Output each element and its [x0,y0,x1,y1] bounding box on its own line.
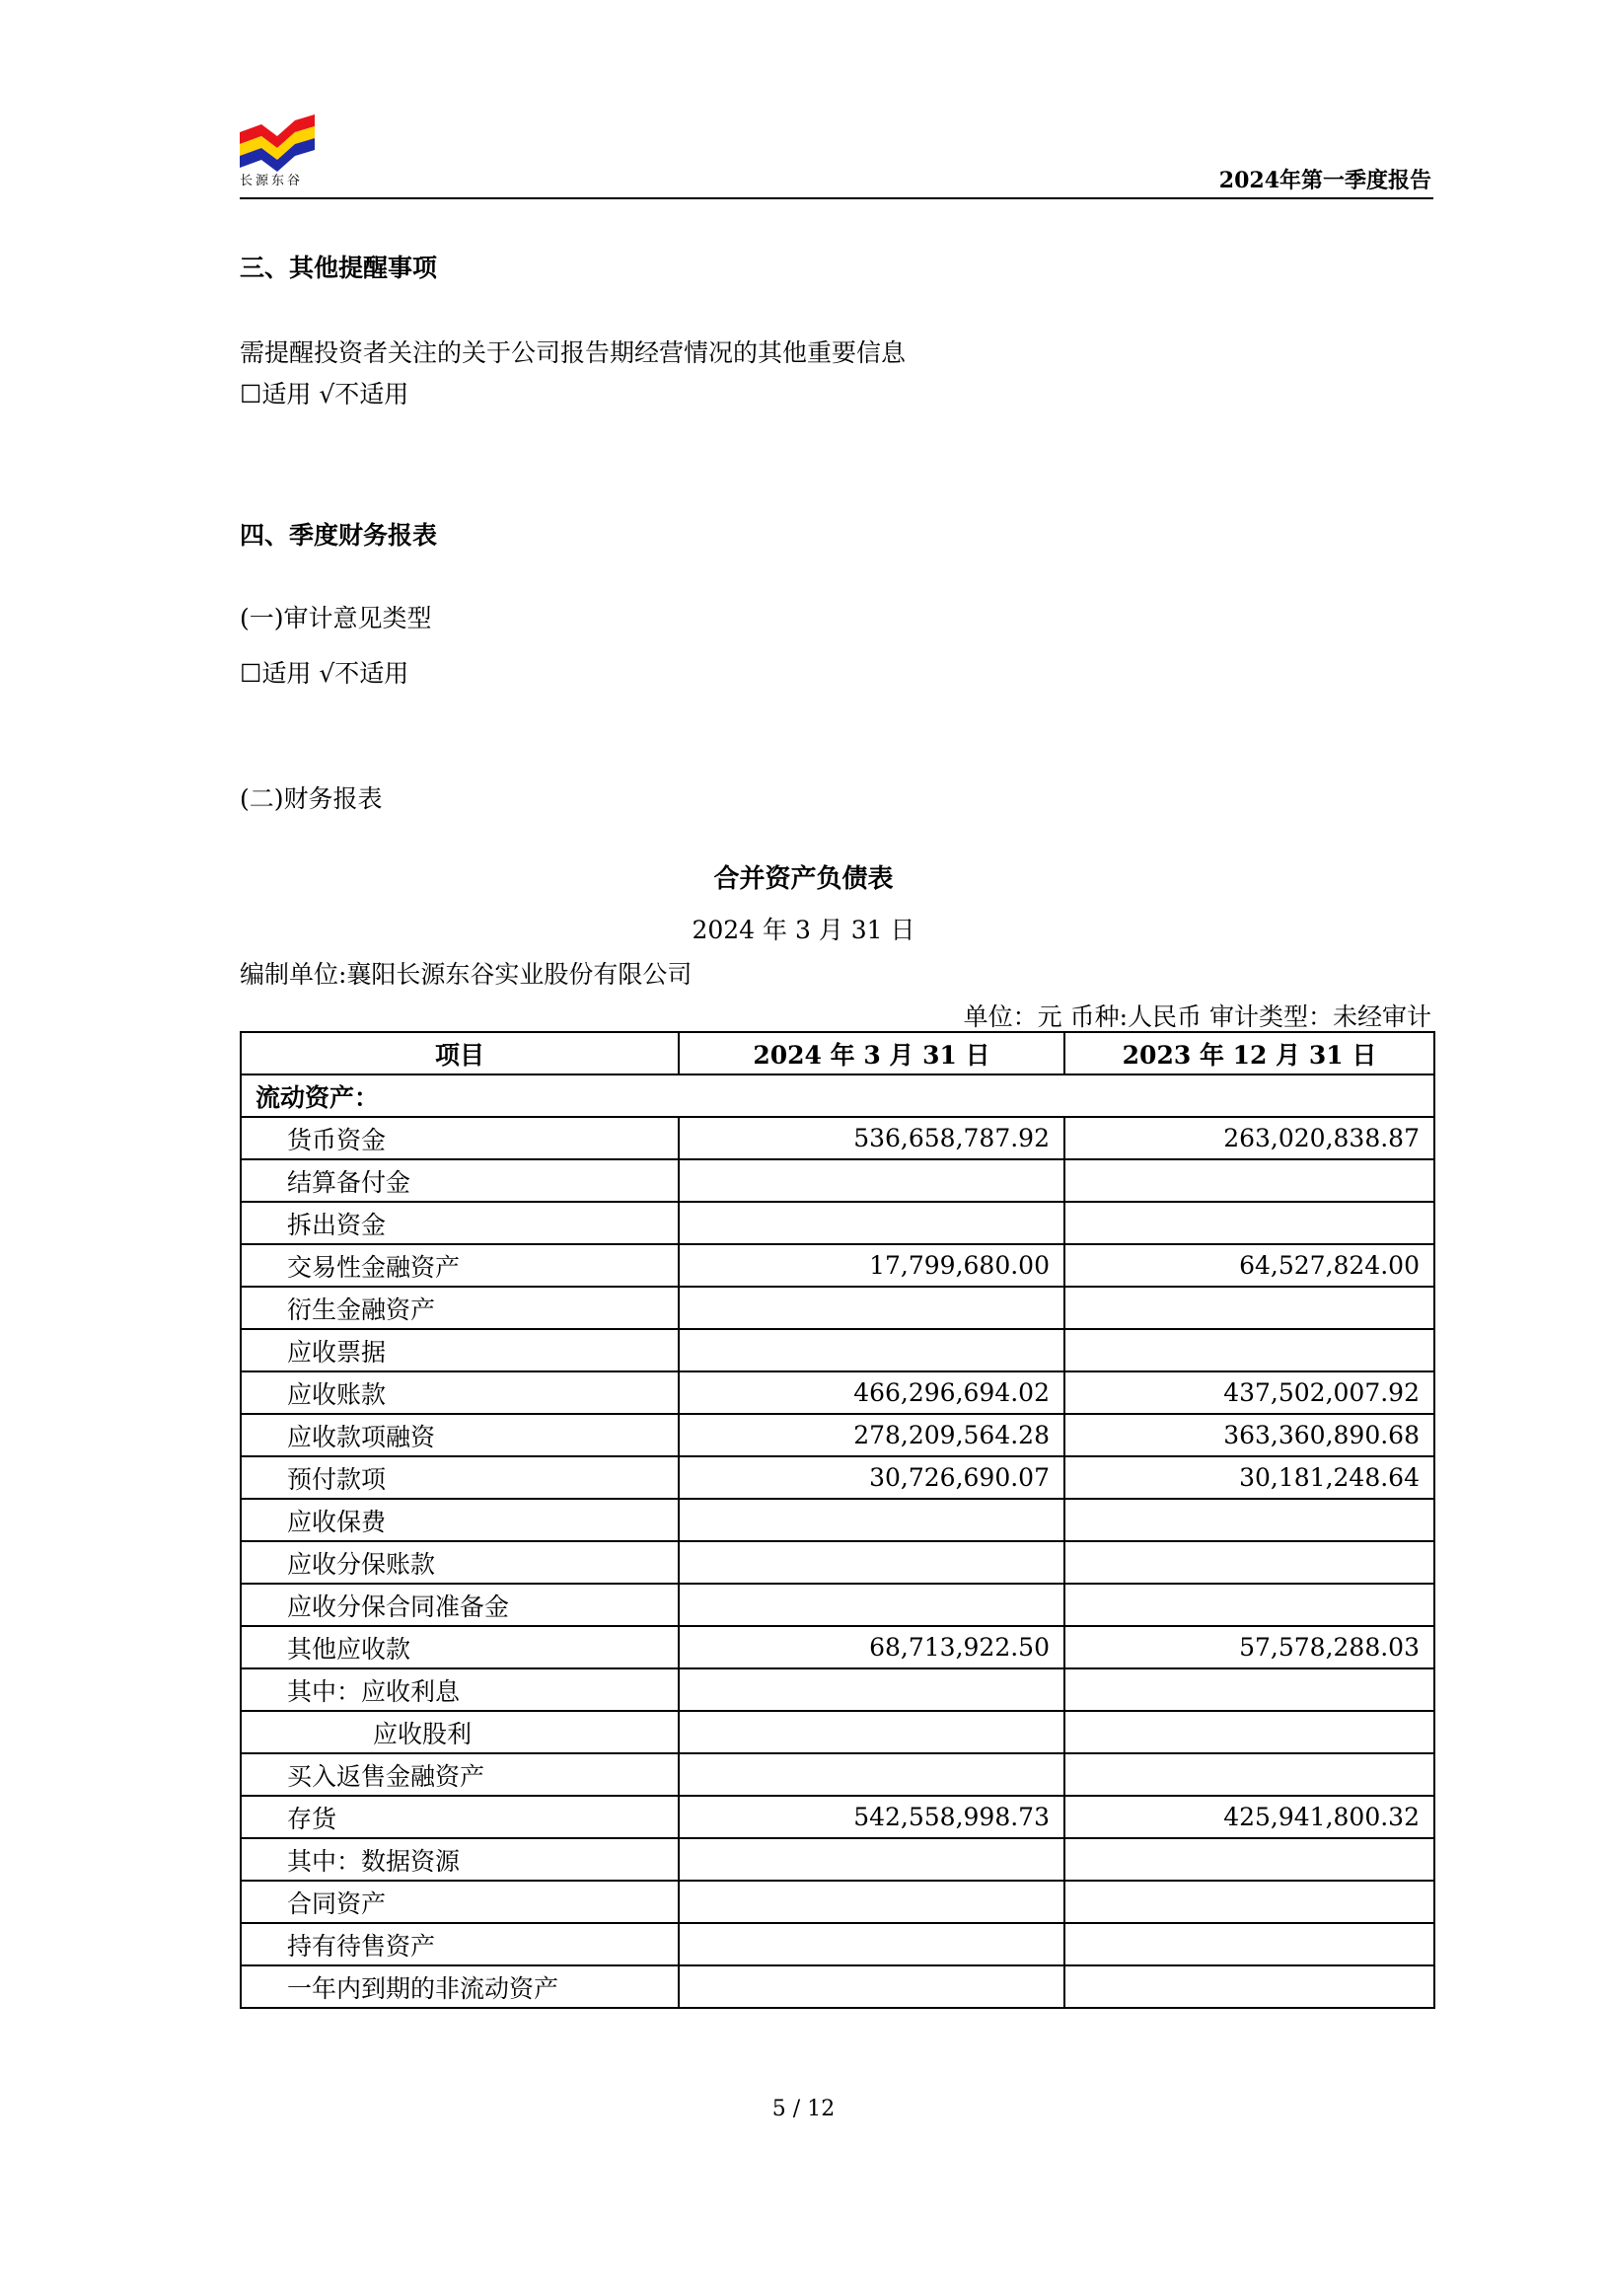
row-label: 预付款项 [241,1456,679,1499]
value-2024: 278,209,564.28 [679,1414,1064,1456]
row-label: 应收分保合同准备金 [241,1584,679,1626]
row-label: 应收账款 [241,1371,679,1414]
subheading-audit-opinion: (一)审计意见类型 [240,604,432,632]
table-row [241,1287,1434,1329]
value-2023: 64,527,824.00 [1064,1244,1434,1287]
value-2024: 466,296,694.02 [679,1371,1064,1414]
table-title: 合并资产负债表 [713,864,894,894]
table-row [241,1244,1434,1287]
value-2024 [679,1202,1064,1244]
table-row [241,1881,1434,1923]
value-2024 [679,1711,1064,1753]
value-2023 [1064,1753,1434,1796]
value-2024 [679,1668,1064,1711]
subheading-financial-statements: (二)财务报表 [240,784,383,813]
table-row [241,1329,1434,1371]
value-2024 [679,1499,1064,1541]
table-row [241,1456,1434,1499]
applicability-options: ☐适用 √不适用 [240,380,409,408]
table-date: 2024 年 3 月 31 日 [692,916,915,944]
value-2023: 437,502,007.92 [1064,1371,1434,1414]
row-label: 一年内到期的非流动资产 [241,1965,679,2008]
value-2024: 17,799,680.00 [679,1244,1064,1287]
table-row [241,1584,1434,1626]
value-2024 [679,1584,1064,1626]
balance-sheet-table [240,1031,1435,2009]
value-2023 [1064,1159,1434,1202]
row-label: 交易性金融资产 [241,1244,679,1287]
value-2024 [679,1881,1064,1923]
value-2023 [1064,1668,1434,1711]
section-heading-other-reminders: 三、其他提醒事项 [240,254,438,282]
row-label: 货币资金 [241,1117,679,1159]
value-2023 [1064,1499,1434,1541]
value-2023 [1064,1287,1434,1329]
value-2024 [679,1965,1064,2008]
table-row [241,1159,1434,1202]
value-2024: 542,558,998.73 [679,1796,1064,1838]
value-2024: 30,726,690.07 [679,1456,1064,1499]
table-row [241,1202,1434,1244]
row-label: 应收保费 [241,1499,679,1541]
value-2023 [1064,1329,1434,1371]
value-2024 [679,1159,1064,1202]
value-2023: 425,941,800.32 [1064,1796,1434,1838]
table-row [241,1414,1434,1456]
table-row [241,1923,1434,1965]
row-label: 应收股利 [241,1711,679,1753]
row-label: 结算备付金 [241,1159,679,1202]
table-row [241,1117,1434,1159]
column-header-2023: 2023 年 12 月 31 日 [1064,1032,1434,1074]
row-label: 持有待售资产 [241,1923,679,1965]
row-label: 其中：数据资源 [241,1838,679,1881]
value-2024 [679,1329,1064,1371]
report-title: 2024年第一季度报告 [1218,168,1431,193]
value-2023: 363,360,890.68 [1064,1414,1434,1456]
row-label: 应收分保账款 [241,1541,679,1584]
value-2023 [1064,1881,1434,1923]
column-header-item: 项目 [241,1032,679,1074]
table-row [241,1838,1434,1881]
value-2023 [1064,1965,1434,2008]
table-row [241,1541,1434,1584]
row-label: 衍生金融资产 [241,1287,679,1329]
units-line: 单位：元 币种:人民币 审计类型：未经审计 [963,1002,1431,1031]
table-row [241,1371,1434,1414]
row-label: 应收款项融资 [241,1414,679,1456]
section-row [241,1074,1434,1117]
compiler-line: 编制单位:襄阳长源东谷实业股份有限公司 [240,960,693,989]
table-row [241,1711,1434,1753]
value-2023 [1064,1584,1434,1626]
value-2023 [1064,1541,1434,1584]
value-2023: 30,181,248.64 [1064,1456,1434,1499]
audit-applicability-options: ☐适用 √不适用 [240,659,409,688]
table-row [241,1796,1434,1838]
value-2023 [1064,1202,1434,1244]
page-number: 5 / 12 [771,2097,836,2121]
value-2023: 57,578,288.03 [1064,1626,1434,1668]
section-label-current-assets: 流动资产： [241,1074,1434,1117]
value-2024 [679,1287,1064,1329]
row-label: 买入返售金融资产 [241,1753,679,1796]
value-2024 [679,1923,1064,1965]
header-divider [240,197,1433,199]
value-2023 [1064,1711,1434,1753]
table-row [241,1965,1434,2008]
table-row [241,1499,1434,1541]
value-2023 [1064,1838,1434,1881]
value-2024: 536,658,787.92 [679,1117,1064,1159]
value-2024 [679,1541,1064,1584]
row-label: 其中：应收利息 [241,1668,679,1711]
value-2024: 68,713,922.50 [679,1626,1064,1668]
value-2023 [1064,1923,1434,1965]
logo-caption: 长源东谷 [240,174,304,188]
row-label: 存货 [241,1796,679,1838]
table-row [241,1753,1434,1796]
table-row [241,1626,1434,1668]
row-label: 其他应收款 [241,1626,679,1668]
row-label: 应收票据 [241,1329,679,1371]
column-header-2024: 2024 年 3 月 31 日 [679,1032,1064,1074]
row-label: 拆出资金 [241,1202,679,1244]
reminder-text: 需提醒投资者关注的关于公司报告期经营情况的其他重要信息 [240,338,907,367]
value-2024 [679,1753,1064,1796]
row-label: 合同资产 [241,1881,679,1923]
section-heading-financial-statements: 四、季度财务报表 [240,521,438,550]
table-header-row [241,1032,1434,1074]
table-row [241,1668,1434,1711]
value-2023: 263,020,838.87 [1064,1117,1434,1159]
value-2024 [679,1838,1064,1881]
